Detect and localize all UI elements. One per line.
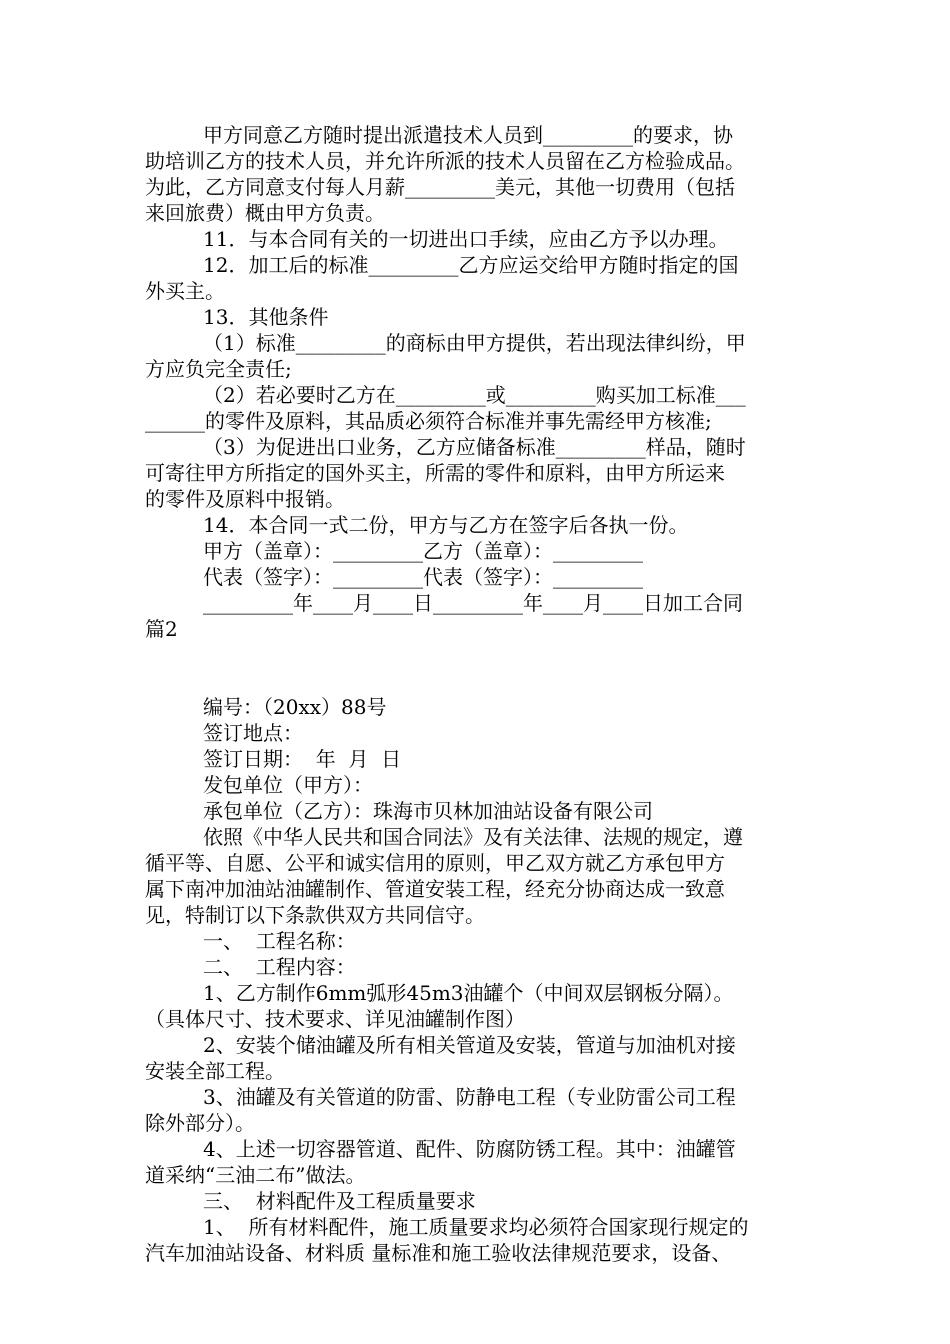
text-line: 2、安装个储油罐及所有相关管道及安装，管道与加油机对接 bbox=[203, 1033, 736, 1057]
text-line: _________年____月____日_________年____月____日加工合同 bbox=[203, 591, 743, 615]
text-line: 12．加工后的标准_________乙方应运交给甲方随时指定的国 bbox=[203, 253, 739, 277]
text-line: 方应负完全责任; bbox=[145, 357, 292, 381]
text-line: 可寄往甲方所指定的国外买主，所需的零件和原料，由甲方所运来 bbox=[145, 461, 725, 485]
text-line: 编号：（20xx）88号 bbox=[203, 695, 387, 719]
text-line: 安装全部工程。 bbox=[145, 1059, 285, 1083]
text-line: 外买主。 bbox=[145, 279, 225, 303]
text-line: 11．与本合同有关的一切进出口手续，应由乙方予以办理。 bbox=[203, 227, 729, 251]
text-line: 甲方同意乙方随时提出派遣技术人员到_________的要求，协 bbox=[203, 123, 733, 147]
text-line: 见，特制订以下条款供双方共同信守。 bbox=[145, 903, 485, 927]
text-line: 13．其他条件 bbox=[203, 305, 329, 329]
text-line: 篇2 bbox=[145, 617, 178, 641]
text-line: 4、上述一切容器管道、配件、防腐防锈工程。其中：油罐管 bbox=[203, 1137, 736, 1161]
text-line: 助培训乙方的技术人员，并允许所派的技术人员留在乙方检验成品。 bbox=[145, 149, 745, 173]
text-line: 甲方（盖章）：_________乙方（盖章）：_________ bbox=[203, 539, 643, 563]
text-line: 一、 工程名称： bbox=[203, 929, 356, 953]
text-line: 签订地点： bbox=[203, 721, 303, 745]
text-line: 三、 材料配件及工程质量要求 bbox=[203, 1189, 476, 1213]
text-line: 依照《中华人民共和国合同法》及有关法律、法规的规定，遵 bbox=[203, 825, 743, 849]
text-line: 的零件及原料中报销。 bbox=[145, 487, 345, 511]
text-line: 属下南冲加油站油罐制作、管道安装工程，经充分协商达成一致意 bbox=[145, 877, 725, 901]
text-line: 3、油罐及有关管道的防雷、防静电工程（专业防雷公司工程 bbox=[203, 1085, 736, 1109]
text-line: （1）标准_________的商标由甲方提供，若出现法律纠纷，甲 bbox=[203, 331, 746, 355]
text-line: 发包单位（甲方）： bbox=[203, 773, 373, 797]
text-line: 来回旅费）概由甲方负责。 bbox=[145, 201, 385, 225]
text-line: （具体尺寸、技术要求、详见油罐制作图） bbox=[145, 1007, 525, 1031]
text-line: 为此，乙方同意支付每人月薪_________美元，其他一切费用（包括 bbox=[145, 175, 735, 199]
text-line: 14．本合同一式二份，甲方与乙方在签字后各执一份。 bbox=[203, 513, 689, 537]
text-line: （2）若必要时乙方在_________或_________购买加工标准___ bbox=[203, 383, 746, 407]
text-line: 代表（签字）：_________代表（签字）：_________ bbox=[203, 565, 643, 589]
text-line: ______的零件及原料，其品质必须符合标准并事先需经甲方核准; bbox=[145, 409, 712, 433]
text-line: 除外部分）。 bbox=[145, 1111, 255, 1135]
text-line: 循平等、自愿、公平和诚实信用的原则，甲乙双方就乙方承包甲方 bbox=[145, 851, 725, 875]
text-line: 道采纳“三油二布”做法。 bbox=[145, 1163, 366, 1187]
text-line: 汽车加油站设备、材料质 量标准和施工验收法律规范要求，设备、 bbox=[145, 1241, 732, 1265]
text-line: （3）为促进出口业务，乙方应储备标准_________样品，随时 bbox=[203, 435, 746, 459]
text-line: 1、乙方制作6mm弧形45m3油罐个（中间双层钢板分隔）。 bbox=[203, 981, 734, 1005]
text-line: 签订日期： 年 月 日 bbox=[203, 747, 402, 771]
text-line: 1、 所有材料配件，施工质量要求均必须符合国家现行规定的 bbox=[203, 1215, 749, 1239]
text-line: 承包单位（乙方）：珠海市贝林加油站设备有限公司 bbox=[203, 799, 653, 823]
text-line: 二、 工程内容： bbox=[203, 955, 356, 979]
